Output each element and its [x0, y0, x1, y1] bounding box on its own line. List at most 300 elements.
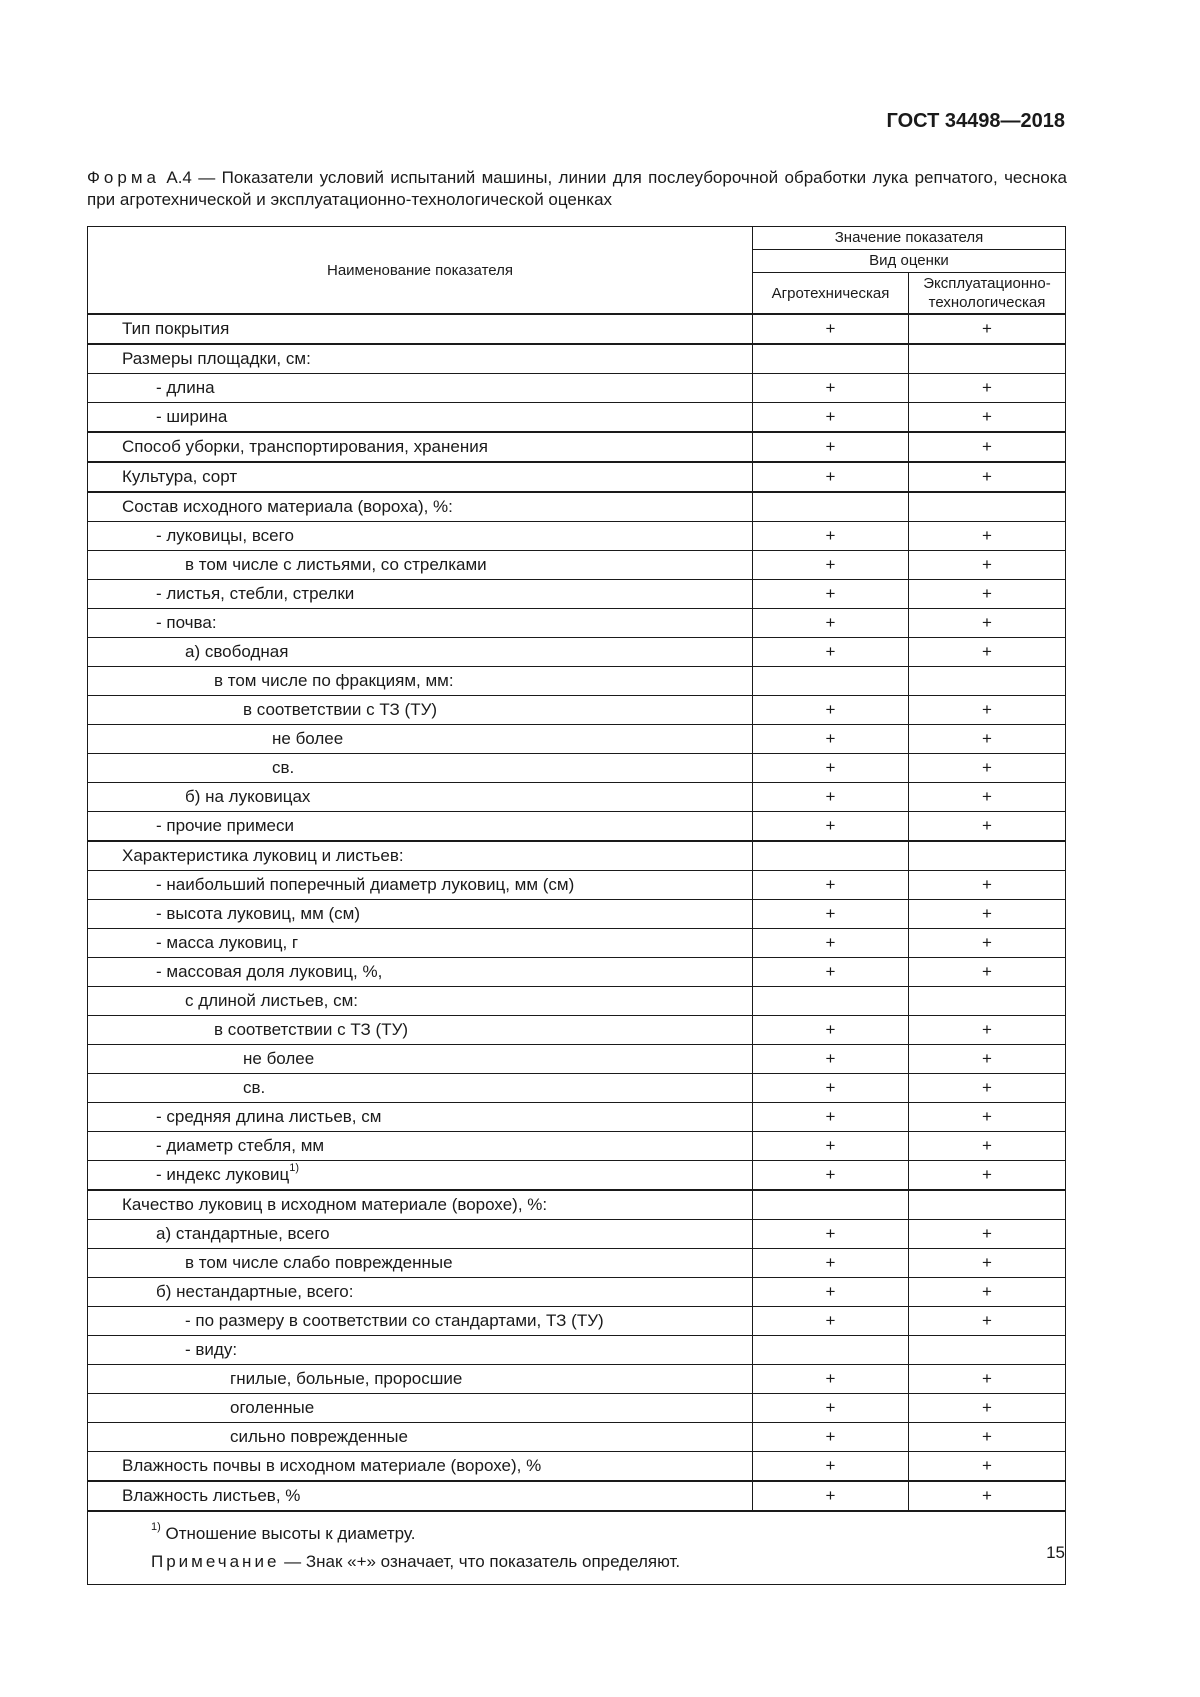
indicator-cell	[88, 754, 753, 783]
table-row	[88, 1220, 1066, 1249]
value-mark: +	[982, 526, 992, 545]
operational-cell	[909, 1249, 1066, 1278]
note-prefix: Примечание	[151, 1552, 280, 1571]
value-mark: +	[825, 758, 836, 777]
indicator-label	[88, 1103, 752, 1131]
operational-cell	[909, 1016, 1066, 1045]
operational-cell	[909, 432, 1066, 462]
value-mark: +	[825, 378, 836, 397]
value-mark: +	[982, 933, 992, 952]
indicator-cell	[88, 580, 753, 609]
operational-cell	[909, 1278, 1066, 1307]
table-row	[88, 725, 1066, 754]
agrotechnical-cell	[753, 1132, 909, 1161]
indicator-cell	[88, 696, 753, 725]
table-row	[88, 871, 1066, 900]
value-mark: +	[982, 1078, 992, 1097]
agrotechnical-cell	[753, 1220, 909, 1249]
value-mark: +	[982, 613, 992, 632]
value-mark: +	[825, 319, 836, 338]
agrotechnical-cell	[753, 432, 909, 462]
indicator-label	[88, 374, 752, 402]
indicator-cell	[88, 1016, 753, 1045]
indicator-label	[88, 900, 752, 928]
indicator-label	[88, 1336, 752, 1364]
agrotechnical-cell	[753, 1190, 909, 1220]
indicator-label	[88, 1394, 752, 1422]
table-row	[88, 1336, 1066, 1365]
value-mark: +	[982, 1253, 992, 1272]
table-row	[88, 638, 1066, 667]
agrotechnical-cell	[753, 1161, 909, 1191]
table-row	[88, 1161, 1066, 1191]
indicator-cell	[88, 374, 753, 403]
indicator-label	[88, 725, 752, 753]
indicator-text: в соответствии с ТЗ (ТУ)	[243, 700, 438, 719]
value-mark: +	[825, 1311, 836, 1330]
indicator-text: св.	[272, 758, 295, 777]
table-row	[88, 432, 1066, 462]
operational-cell	[909, 580, 1066, 609]
indicator-cell	[88, 725, 753, 754]
value-mark	[909, 667, 1065, 695]
indicator-cell	[88, 1220, 753, 1249]
value-mark	[909, 1336, 1065, 1364]
agrotechnical-cell	[753, 1423, 909, 1452]
operational-cell	[909, 344, 1066, 374]
indicator-label	[88, 1161, 752, 1189]
indicator-text: Тип покрытия	[122, 319, 230, 338]
value-mark: +	[825, 787, 836, 806]
indicator-label	[88, 1045, 752, 1073]
indicator-cell	[88, 783, 753, 812]
operational-cell	[909, 725, 1066, 754]
value-mark: +	[825, 613, 836, 632]
table-row	[88, 609, 1066, 638]
agrotechnical-cell	[753, 1365, 909, 1394]
operational-cell	[909, 1220, 1066, 1249]
indicator-text: - длина	[156, 378, 215, 397]
indicator-label	[88, 1249, 752, 1277]
value-mark: +	[825, 642, 836, 661]
indicator-text: - массовая доля луковиц, %,	[156, 962, 383, 981]
indicator-text: Способ уборки, транспортирования, хранения	[122, 437, 488, 456]
indicator-label	[88, 315, 752, 343]
indicator-cell	[88, 871, 753, 900]
indicator-text: - диаметр стебля, мм	[156, 1136, 325, 1155]
table-row	[88, 958, 1066, 987]
indicator-cell	[88, 1452, 753, 1482]
operational-cell	[909, 841, 1066, 871]
indicator-cell	[88, 1481, 753, 1511]
indicator-cell	[88, 1249, 753, 1278]
indicator-cell	[88, 1190, 753, 1220]
indicator-text: Качество луковиц в исходном материале (ворохе), %:	[122, 1195, 548, 1214]
table-row	[88, 522, 1066, 551]
indicator-label	[88, 1307, 752, 1335]
value-mark: +	[825, 1253, 836, 1272]
value-mark	[753, 493, 908, 521]
indicator-text: Культура, сорт	[122, 467, 238, 486]
table-row	[88, 812, 1066, 842]
operational-cell	[909, 1132, 1066, 1161]
agrotechnical-cell	[753, 871, 909, 900]
indicator-cell	[88, 667, 753, 696]
table-row	[88, 667, 1066, 696]
value-mark: +	[825, 584, 836, 603]
table-row	[88, 344, 1066, 374]
value-mark: +	[825, 729, 836, 748]
indicator-text: - виду:	[185, 1340, 238, 1359]
value-mark: +	[825, 526, 836, 545]
agrotechnical-cell	[753, 522, 909, 551]
table-note	[88, 1548, 1065, 1576]
agrotechnical-cell	[753, 609, 909, 638]
value-mark: +	[825, 437, 836, 456]
agrotechnical-cell	[753, 1394, 909, 1423]
agrotechnical-cell	[753, 667, 909, 696]
indicator-label	[88, 463, 752, 491]
table-row	[88, 929, 1066, 958]
indicator-cell	[88, 1394, 753, 1423]
value-mark	[753, 345, 908, 373]
indicator-cell	[88, 492, 753, 522]
value-mark: +	[982, 642, 992, 661]
header-operational: Эксплуатационно-технологическая	[909, 273, 1066, 315]
agrotechnical-cell	[753, 1045, 909, 1074]
indicator-cell	[88, 1074, 753, 1103]
footnote-text: Отношение высоты к диаметру.	[160, 1524, 416, 1543]
operational-cell	[909, 1452, 1066, 1482]
indicator-cell	[88, 1278, 753, 1307]
indicator-label	[88, 696, 752, 724]
indicator-label	[88, 1423, 752, 1451]
agrotechnical-cell	[753, 344, 909, 374]
table-row	[88, 1045, 1066, 1074]
value-mark: +	[825, 1078, 836, 1097]
operational-cell	[909, 1103, 1066, 1132]
value-mark: +	[825, 1107, 836, 1126]
indicator-label	[88, 783, 752, 811]
operational-cell	[909, 783, 1066, 812]
value-mark: +	[982, 319, 992, 338]
indicator-label	[88, 667, 752, 695]
indicator-text: - луковицы, всего	[156, 526, 294, 545]
operational-cell	[909, 871, 1066, 900]
agrotechnical-cell	[753, 1074, 909, 1103]
indicator-cell	[88, 812, 753, 842]
value-mark: +	[825, 1456, 836, 1475]
value-mark: +	[825, 1282, 836, 1301]
table-row	[88, 1190, 1066, 1220]
operational-cell	[909, 638, 1066, 667]
operational-cell	[909, 812, 1066, 842]
indicator-cell	[88, 1423, 753, 1452]
table-notes	[88, 1511, 1066, 1585]
indicator-text: - ширина	[156, 407, 228, 426]
value-mark: +	[982, 1311, 992, 1330]
caption-number: А.4	[166, 168, 192, 187]
operational-cell	[909, 1074, 1066, 1103]
value-mark	[909, 345, 1065, 373]
indicator-label	[88, 433, 752, 461]
operational-cell	[909, 314, 1066, 344]
agrotechnical-cell	[753, 580, 909, 609]
operational-cell	[909, 492, 1066, 522]
value-mark: +	[982, 437, 992, 456]
table-row	[88, 1307, 1066, 1336]
indicator-label	[88, 1016, 752, 1044]
agrotechnical-cell	[753, 1016, 909, 1045]
value-mark	[753, 1191, 908, 1219]
table-row	[88, 1016, 1066, 1045]
value-mark: +	[825, 962, 836, 981]
table-row	[88, 1074, 1066, 1103]
table-row	[88, 1132, 1066, 1161]
agrotechnical-cell	[753, 696, 909, 725]
value-mark: +	[982, 407, 992, 426]
operational-cell	[909, 987, 1066, 1016]
value-mark: +	[825, 1427, 836, 1446]
indicator-label	[88, 609, 752, 637]
value-mark: +	[982, 875, 992, 894]
operational-cell	[909, 667, 1066, 696]
indicator-cell	[88, 1307, 753, 1336]
indicator-cell	[88, 522, 753, 551]
indicator-label	[88, 929, 752, 957]
indicator-text: Размеры площадки, см:	[122, 349, 311, 368]
operational-cell	[909, 696, 1066, 725]
value-mark: +	[825, 1020, 836, 1039]
value-mark	[753, 1336, 908, 1364]
agrotechnical-cell	[753, 314, 909, 344]
agrotechnical-cell	[753, 1481, 909, 1511]
indicator-cell	[88, 638, 753, 667]
value-mark: +	[982, 1107, 992, 1126]
value-mark: +	[982, 816, 992, 835]
indicator-text: с длиной листьев, см:	[185, 991, 359, 1010]
value-mark: +	[982, 555, 992, 574]
agrotechnical-cell	[753, 783, 909, 812]
value-mark: +	[825, 1136, 836, 1155]
note-text: — Знак «+» означает, что показатель определяют.	[279, 1552, 681, 1571]
value-mark: +	[825, 1398, 836, 1417]
value-mark: +	[825, 1369, 836, 1388]
value-mark	[909, 1191, 1065, 1219]
value-mark	[753, 667, 908, 695]
indicator-label	[88, 754, 752, 782]
indicator-text: оголенные	[230, 1398, 315, 1417]
indicator-label	[88, 1278, 752, 1306]
table-row	[88, 1249, 1066, 1278]
value-mark: +	[825, 407, 836, 426]
value-mark: +	[982, 1282, 992, 1301]
agrotechnical-cell	[753, 812, 909, 842]
indicator-cell	[88, 403, 753, 433]
table-row	[88, 403, 1066, 433]
value-mark: +	[825, 467, 836, 486]
header-agrotechnical: Агротехническая	[753, 273, 909, 315]
operational-cell	[909, 1365, 1066, 1394]
page-number: 15	[1046, 1543, 1065, 1562]
indicator-cell	[88, 1336, 753, 1365]
value-mark	[909, 987, 1065, 1015]
agrotechnical-cell	[753, 551, 909, 580]
operational-cell	[909, 1161, 1066, 1191]
agrotechnical-cell	[753, 987, 909, 1016]
table-row	[88, 1394, 1066, 1423]
indicator-label	[88, 1452, 752, 1480]
value-mark: +	[982, 1020, 992, 1039]
value-mark: +	[982, 1369, 992, 1388]
table-row	[88, 462, 1066, 492]
indicator-label	[88, 403, 752, 431]
value-mark	[753, 987, 908, 1015]
agrotechnical-cell	[753, 1307, 909, 1336]
footnote-mark: 1)	[151, 1521, 161, 1534]
value-mark: +	[982, 1427, 992, 1446]
indicator-cell	[88, 462, 753, 492]
value-mark: +	[825, 700, 836, 719]
agrotechnical-cell	[753, 462, 909, 492]
table-row	[88, 783, 1066, 812]
indicator-text: Состав исходного материала (вороха), %:	[122, 497, 453, 516]
footnote-ref: 1)	[289, 1162, 300, 1175]
table-row	[88, 754, 1066, 783]
indicator-text: Влажность листьев, %	[122, 1486, 301, 1505]
indicator-label	[88, 580, 752, 608]
value-mark: +	[982, 700, 992, 719]
indicator-text: сильно поврежденные	[230, 1427, 408, 1446]
indicator-cell	[88, 929, 753, 958]
table-row	[88, 987, 1066, 1016]
caption-prefix: Форма	[87, 168, 160, 187]
value-mark: +	[982, 1049, 992, 1068]
value-mark: +	[825, 555, 836, 574]
indicator-text: св.	[243, 1078, 266, 1097]
indicator-label	[88, 1074, 752, 1102]
indicator-text: не более	[272, 729, 344, 748]
value-mark	[753, 842, 908, 870]
agrotechnical-cell	[753, 492, 909, 522]
indicator-text: в том числе слабо поврежденные	[185, 1253, 453, 1272]
value-mark: +	[825, 1486, 836, 1505]
agrotechnical-cell	[753, 1336, 909, 1365]
indicators-table	[87, 226, 1066, 1585]
value-mark: +	[825, 904, 836, 923]
table-row	[88, 1365, 1066, 1394]
indicator-label	[88, 1191, 752, 1219]
table-row	[88, 492, 1066, 522]
indicator-text: а) свободная	[185, 642, 289, 661]
indicator-label	[88, 1132, 752, 1160]
operational-cell	[909, 462, 1066, 492]
indicator-label	[88, 1220, 752, 1248]
caption-text: — Показатели условий испытаний машины, линии для послеуборочной обработки лука репчатого, чеснока при агротехнической и эксплуатационно-технологической оценках	[87, 168, 1067, 209]
agrotechnical-cell	[753, 929, 909, 958]
value-mark: +	[825, 1165, 836, 1184]
indicator-text: в соответствии с ТЗ (ТУ)	[214, 1020, 409, 1039]
indicator-text: - высота луковиц, мм (см)	[156, 904, 360, 923]
value-mark: +	[982, 787, 992, 806]
indicator-cell	[88, 344, 753, 374]
value-mark: +	[982, 378, 992, 397]
value-mark: +	[982, 1136, 992, 1155]
indicator-text: - масса луковиц, г	[156, 933, 299, 952]
indicator-cell	[88, 1103, 753, 1132]
table-row	[88, 374, 1066, 403]
operational-cell	[909, 1423, 1066, 1452]
indicator-label	[88, 871, 752, 899]
operational-cell	[909, 1045, 1066, 1074]
value-mark: +	[982, 1486, 992, 1505]
indicator-cell	[88, 551, 753, 580]
indicator-text: - листья, стебли, стрелки	[156, 584, 355, 603]
agrotechnical-cell	[753, 638, 909, 667]
indicator-text: гнилые, больные, проросшие	[230, 1369, 463, 1388]
table-row	[88, 580, 1066, 609]
standard-code: ГОСТ 34498—2018	[886, 110, 1065, 132]
operational-cell	[909, 1336, 1066, 1365]
table-row	[88, 841, 1066, 871]
agrotechnical-cell	[753, 403, 909, 433]
indicator-text: - средняя длина листьев, см	[156, 1107, 382, 1126]
table-notes-row	[88, 1511, 1066, 1585]
operational-cell	[909, 754, 1066, 783]
value-mark: +	[825, 816, 836, 835]
indicator-cell	[88, 1365, 753, 1394]
indicator-text: - прочие примеси	[156, 816, 294, 835]
operational-cell	[909, 522, 1066, 551]
table-row	[88, 1423, 1066, 1452]
value-mark: +	[982, 729, 992, 748]
table-row	[88, 696, 1066, 725]
value-mark: +	[982, 467, 992, 486]
operational-cell	[909, 958, 1066, 987]
operational-cell	[909, 1190, 1066, 1220]
operational-cell	[909, 374, 1066, 403]
indicator-label	[88, 522, 752, 550]
value-mark: +	[982, 584, 992, 603]
indicator-text: - наибольший поперечный диаметр луковиц, мм (см)	[156, 875, 575, 894]
indicator-label	[88, 987, 752, 1015]
table-row	[88, 551, 1066, 580]
indicator-text: Влажность почвы в исходном материале (ворохе), %	[122, 1456, 542, 1475]
header-indicator-name: Наименование показателя	[88, 227, 753, 315]
indicator-cell	[88, 432, 753, 462]
value-mark: +	[982, 758, 992, 777]
value-mark: +	[825, 933, 836, 952]
operational-cell	[909, 1307, 1066, 1336]
agrotechnical-cell	[753, 958, 909, 987]
indicator-text: б) на луковицах	[185, 787, 311, 806]
value-mark: +	[982, 1224, 992, 1243]
indicator-label	[88, 1365, 752, 1393]
form-caption	[87, 167, 1067, 211]
operational-cell	[909, 1481, 1066, 1511]
indicator-label	[88, 1482, 752, 1510]
value-mark	[909, 493, 1065, 521]
agrotechnical-cell	[753, 900, 909, 929]
indicator-label	[88, 958, 752, 986]
value-mark: +	[825, 875, 836, 894]
table-row	[88, 900, 1066, 929]
header-evaluation-type: Вид оценки	[753, 250, 1066, 273]
value-mark: +	[825, 1224, 836, 1243]
value-mark: +	[982, 904, 992, 923]
indicator-text: Характеристика луковиц и листьев:	[122, 846, 404, 865]
indicator-cell	[88, 900, 753, 929]
